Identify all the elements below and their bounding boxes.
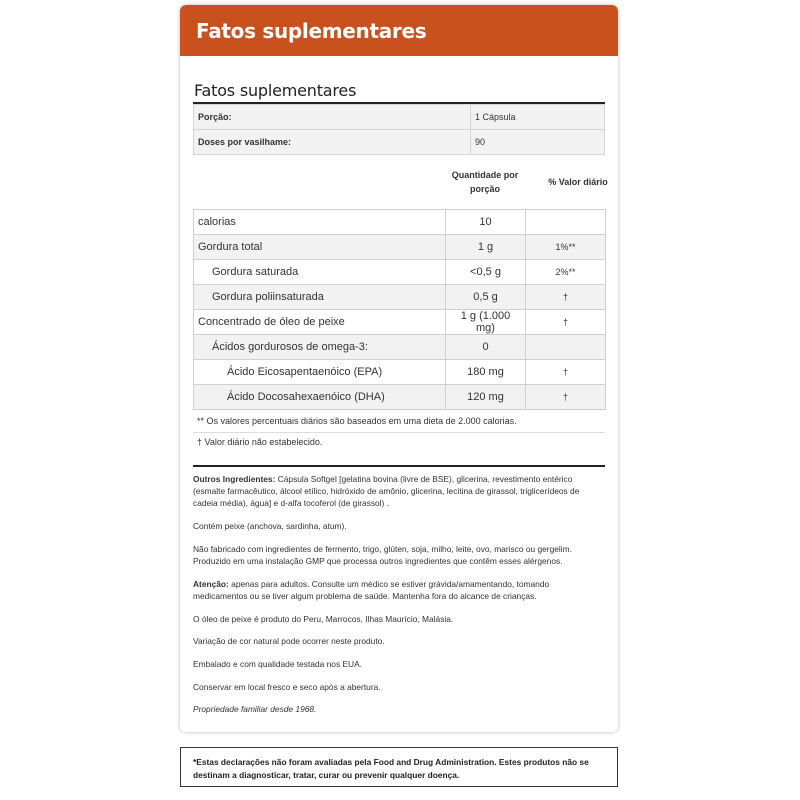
nutrient-name: Ácido Eicosapentaenóico (EPA) [194, 360, 446, 385]
serving-row [194, 105, 605, 130]
nutrient-amount: <0,5 g [446, 260, 526, 285]
nutrient-amount: 120 mg [446, 385, 526, 410]
ingredients-label: Outros Ingredientes: [193, 474, 276, 484]
color-note: Variação de cor natural pode ocorrer neste produto. [193, 636, 385, 647]
supplement-facts-panel [193, 75, 608, 467]
dagger-footnote: † Valor diário não estabelecido. [193, 432, 605, 453]
supplement-facts-card [180, 5, 618, 732]
panel-title: Fatos suplementares [193, 75, 605, 104]
nutrient-row [194, 385, 606, 410]
nutrient-daily-value: 2%** [526, 260, 606, 285]
nutrient-name: calorias [194, 210, 446, 235]
nutrient-name: Ácido Docosahexaenóico (DHA) [194, 385, 446, 410]
nutrient-amount: 1 g (1.000 mg) [446, 310, 526, 335]
family-text: Propriedade familiar desde 1968. [193, 704, 317, 715]
nutrient-daily-value: † [526, 385, 606, 410]
fda-disclaimer: *Estas declarações não foram avaliadas pela Food and Drug Administration. Estes produtos não se destinam a diagnosticar, tratar, curar ou prevenir qualquer doença. [180, 747, 618, 787]
amount-column-header: Quantidade por porção [451, 170, 519, 194]
nutrient-daily-value [526, 210, 606, 235]
allergen-contains: Contém peixe (anchova, sardinha, atum). [193, 521, 347, 532]
nutrient-name: Concentrado de óleo de peixe [194, 310, 446, 335]
nutrient-row [194, 335, 606, 360]
packed-note: Embalado e com qualidade testada nos EUA. [193, 659, 363, 670]
servings-label: Doses por vasilhame: [194, 130, 471, 155]
warning-label: Atenção: [193, 578, 229, 589]
nutrient-name: Gordura poliinsaturada [194, 285, 446, 310]
warning-text: apenas para adultos. Consulte um médico se estiver grávida/amamentando, tomando medicamentos ou se tiver algum problema de saúde. Mantenha fora do alcance de crianças. [193, 578, 550, 601]
nutrient-row [194, 235, 606, 260]
nutrient-daily-value: † [526, 360, 606, 385]
product-info [193, 473, 605, 726]
nutrient-row [194, 310, 606, 335]
allergen-free-note: Não fabricado com ingredientes de fermento, trigo, glúten, soja, milho, leite, ovo, marisco ou gergelim. Produzido em uma instalação GMP que processa outros ingredientes que contêm esses alérgenos. [193, 543, 572, 567]
nutrient-amount: 10 [446, 210, 526, 235]
serving-label: Porção: [194, 105, 471, 130]
nutrient-row [194, 260, 606, 285]
nutrient-amount: 0,5 g [446, 285, 526, 310]
ingredients-text: Cápsula Softgel [gelatina bovina (livre de BSE), glicerina, revestimento entérico (esmalte farmacêutico, álcool etílico, hidróxido de amônio, glicerina, lecitina de girassol, triglicerídeos de cadeia média), água] e d-alfa tocoferol (de girassol) . [193, 474, 580, 509]
nutrient-daily-value: 1%** [526, 235, 606, 260]
nutrient-name: Ácidos gordurosos de omega-3: [194, 335, 446, 360]
nutrient-daily-value: † [526, 285, 606, 310]
nutrient-daily-value [526, 335, 606, 360]
card-title: Fatos suplementares [196, 19, 427, 43]
nutrient-amount: 0 [446, 335, 526, 360]
nutrient-daily-value: † [526, 310, 606, 335]
serving-value: 1 Cápsula [471, 105, 605, 130]
servings-value: 90 [471, 130, 605, 155]
nutrient-row [194, 360, 606, 385]
nutrient-name: Gordura saturada [194, 260, 446, 285]
dv-column-header: % Valor diário [548, 177, 608, 187]
nutrient-name: Gordura total [194, 235, 446, 260]
origin-note: O óleo de peixe é produto do Peru, Marrocos, Ilhas Maurício, Malásia. [193, 613, 454, 624]
servings-per-container-row [194, 130, 605, 155]
ingredients-paragraph [193, 473, 605, 510]
nutrient-row [194, 210, 606, 235]
nutrient-amount: 1 g [446, 235, 526, 260]
storage-note: Conservar em local fresco e seco após a abertura. [193, 681, 381, 692]
warning-paragraph [193, 578, 605, 602]
family-note [193, 703, 605, 715]
column-header-table [193, 155, 618, 209]
dv-footnote: ** Os valores percentuais diários são baseados em uma dieta de 2.000 calorias. [197, 416, 517, 426]
card-header [180, 5, 618, 56]
header-spacer [193, 155, 435, 209]
nutrient-amount: 180 mg [446, 360, 526, 385]
nutrient-table [193, 209, 606, 410]
serving-table [193, 104, 605, 155]
nutrient-row [194, 285, 606, 310]
